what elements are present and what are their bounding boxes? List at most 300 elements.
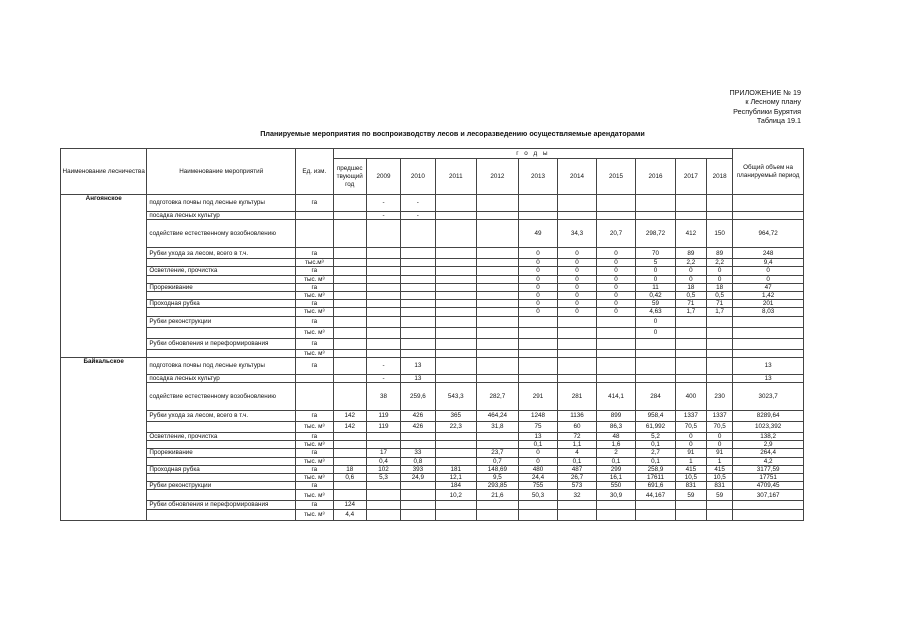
value-cell: 1337 [707, 411, 733, 422]
value-cell: 70,5 [707, 422, 733, 433]
table-row [61, 490, 804, 501]
value-cell: 543,3 [435, 383, 477, 411]
unit-cell: га [296, 316, 333, 327]
value-cell: 1,1 [558, 441, 596, 449]
activity-label [147, 275, 296, 283]
total-cell: 964,72 [733, 220, 804, 248]
value-cell: 18 [333, 465, 366, 473]
value-cell: 24,9 [401, 474, 435, 482]
value-cell [401, 338, 435, 349]
value-cell [366, 316, 400, 327]
value-cell [518, 212, 558, 220]
value-cell: 0 [636, 275, 676, 283]
value-cell: 59 [636, 300, 676, 308]
value-cell [401, 349, 435, 357]
value-cell [333, 300, 366, 308]
value-cell [558, 509, 596, 520]
value-cell: 5,2 [636, 433, 676, 441]
value-cell: 124 [333, 501, 366, 509]
value-cell: 142 [333, 422, 366, 433]
value-cell: 1248 [518, 411, 558, 422]
value-cell [435, 449, 477, 457]
value-cell [366, 300, 400, 308]
value-cell: 72 [558, 433, 596, 441]
table-row [61, 441, 804, 449]
total-cell: 3023,7 [733, 383, 804, 411]
value-cell [675, 509, 706, 520]
value-cell [401, 259, 435, 267]
value-cell: 17 [366, 449, 400, 457]
value-cell: 119 [366, 411, 400, 422]
value-cell: 38 [366, 383, 400, 411]
value-cell [707, 338, 733, 349]
value-cell: 293,85 [477, 482, 519, 490]
value-cell [435, 195, 477, 212]
col-year-2013: 2013 [518, 159, 558, 195]
value-cell: 1,7 [675, 308, 706, 316]
value-cell: 26,7 [558, 474, 596, 482]
col-activity: Наименование мероприятий [147, 149, 296, 195]
activity-label: Рубки ухода за лесом, всего в т.ч. [147, 411, 296, 422]
value-cell: 831 [675, 482, 706, 490]
value-cell [707, 374, 733, 382]
value-cell [477, 501, 519, 509]
table-row [61, 212, 804, 220]
value-cell [477, 248, 519, 259]
value-cell: 18 [707, 283, 733, 291]
total-cell: 1,42 [733, 292, 804, 300]
value-cell [366, 283, 400, 291]
value-cell [636, 195, 676, 212]
table-row [61, 411, 804, 422]
value-cell: 50,3 [518, 490, 558, 501]
value-cell [675, 501, 706, 509]
value-cell: 0 [558, 275, 596, 283]
value-cell: 0,1 [636, 457, 676, 465]
table-row [61, 283, 804, 291]
table-body [61, 195, 804, 521]
value-cell: 282,7 [477, 383, 519, 411]
value-cell [333, 308, 366, 316]
appendix-region: Республики Бурятия [733, 106, 801, 116]
table-row [61, 422, 804, 433]
unit-cell: га [296, 338, 333, 349]
value-cell: 0 [636, 316, 676, 327]
unit-cell: тыс. м³ [296, 457, 333, 465]
value-cell: 0 [558, 300, 596, 308]
value-cell: 0 [596, 283, 636, 291]
col-year-2011: 2011 [435, 159, 477, 195]
value-cell: 119 [366, 422, 400, 433]
total-cell: 13 [733, 374, 804, 382]
total-cell [733, 338, 804, 349]
value-cell [401, 220, 435, 248]
value-cell [401, 300, 435, 308]
value-cell: 12,1 [435, 474, 477, 482]
value-cell [401, 292, 435, 300]
value-cell [558, 374, 596, 382]
value-cell [707, 501, 733, 509]
value-cell: 0 [707, 267, 733, 275]
value-cell [518, 509, 558, 520]
value-cell [435, 275, 477, 283]
total-cell: 264,4 [733, 449, 804, 457]
total-cell: 8289,64 [733, 411, 804, 422]
unit-cell: тыс. м³ [296, 490, 333, 501]
activity-label [147, 457, 296, 465]
value-cell: 4,4 [333, 509, 366, 520]
col-year-2015: 2015 [596, 159, 636, 195]
value-cell: 20,7 [596, 220, 636, 248]
total-cell: 4,2 [733, 457, 804, 465]
col-year-2009: 2009 [366, 159, 400, 195]
value-cell [435, 441, 477, 449]
value-cell [366, 220, 400, 248]
value-cell: 0 [596, 308, 636, 316]
value-cell [401, 501, 435, 509]
table-row [61, 449, 804, 457]
table-row [61, 220, 804, 248]
forestry-name: Ангоянское [61, 195, 147, 358]
value-cell: 31,8 [477, 422, 519, 433]
unit-cell: тыс. м³ [296, 349, 333, 357]
col-prev-year: предшес твующий год [333, 159, 366, 195]
value-cell [477, 267, 519, 275]
value-cell [435, 509, 477, 520]
total-cell [733, 349, 804, 357]
total-cell: 2,9 [733, 441, 804, 449]
value-cell [636, 349, 676, 357]
activity-label: Рубки обновления и переформирования [147, 338, 296, 349]
value-cell: 412 [675, 220, 706, 248]
value-cell [435, 501, 477, 509]
value-cell [477, 327, 519, 338]
value-cell [435, 327, 477, 338]
table-row [61, 357, 804, 374]
value-cell: 0 [707, 275, 733, 283]
value-cell: 298,72 [636, 220, 676, 248]
value-cell: 258,9 [636, 465, 676, 473]
value-cell: 1337 [675, 411, 706, 422]
value-cell [596, 357, 636, 374]
value-cell: 0 [518, 283, 558, 291]
value-cell [435, 374, 477, 382]
value-cell: 9,5 [477, 474, 519, 482]
value-cell: 0 [518, 300, 558, 308]
total-cell [733, 316, 804, 327]
value-cell: 13 [401, 374, 435, 382]
value-cell [435, 300, 477, 308]
value-cell: 550 [596, 482, 636, 490]
value-cell: 0,42 [636, 292, 676, 300]
value-cell [333, 248, 366, 259]
value-cell [675, 212, 706, 220]
value-cell: 0 [707, 433, 733, 441]
activity-label: подготовка почвы под лесные культуры [147, 357, 296, 374]
value-cell: 0 [558, 283, 596, 291]
value-cell [707, 349, 733, 357]
value-cell: 150 [707, 220, 733, 248]
unit-cell: тыс. м³ [296, 308, 333, 316]
value-cell [333, 195, 366, 212]
unit-cell: га [296, 501, 333, 509]
activity-label [147, 292, 296, 300]
value-cell [636, 212, 676, 220]
value-cell [435, 457, 477, 465]
activity-label: Рубки реконструкции [147, 316, 296, 327]
unit-cell: га [296, 433, 333, 441]
value-cell: 75 [518, 422, 558, 433]
value-cell: 34,3 [558, 220, 596, 248]
activity-label [147, 422, 296, 433]
value-cell: 18 [675, 283, 706, 291]
value-cell [366, 308, 400, 316]
value-cell: 480 [518, 465, 558, 473]
value-cell [435, 316, 477, 327]
value-cell [707, 212, 733, 220]
value-cell [435, 248, 477, 259]
value-cell: - [401, 212, 435, 220]
value-cell [558, 357, 596, 374]
unit-cell: га [296, 267, 333, 275]
activity-label: посадка лесных культур [147, 374, 296, 382]
value-cell [675, 357, 706, 374]
value-cell: 284 [636, 383, 676, 411]
value-cell [518, 195, 558, 212]
value-cell: 61,992 [636, 422, 676, 433]
value-cell [401, 267, 435, 275]
table-row [61, 482, 804, 490]
value-cell: 0 [558, 248, 596, 259]
value-cell: 89 [675, 248, 706, 259]
unit-cell: тыс. м³ [296, 275, 333, 283]
value-cell [675, 195, 706, 212]
total-cell: 201 [733, 300, 804, 308]
value-cell [477, 292, 519, 300]
value-cell [401, 509, 435, 520]
unit-cell: га [296, 195, 333, 212]
value-cell: 831 [707, 482, 733, 490]
table-row [61, 383, 804, 411]
value-cell [435, 212, 477, 220]
value-cell: - [366, 357, 400, 374]
value-cell: 487 [558, 465, 596, 473]
value-cell [435, 220, 477, 248]
value-cell: 0 [558, 292, 596, 300]
value-cell: 30,9 [596, 490, 636, 501]
col-year-2014: 2014 [558, 159, 596, 195]
value-cell [333, 220, 366, 248]
table-row [61, 374, 804, 382]
value-cell [333, 441, 366, 449]
value-cell [675, 316, 706, 327]
value-cell: 0 [518, 259, 558, 267]
col-total: Общий объем на планируемый период [733, 149, 804, 195]
value-cell: 426 [401, 411, 435, 422]
value-cell: 181 [435, 465, 477, 473]
value-cell: 0 [558, 259, 596, 267]
table-row [61, 509, 804, 520]
value-cell [596, 338, 636, 349]
value-cell: - [366, 195, 400, 212]
value-cell: 1,6 [596, 441, 636, 449]
value-cell [401, 275, 435, 283]
activities-table [60, 148, 804, 521]
activity-label: посадка лесных культур [147, 212, 296, 220]
value-cell [477, 308, 519, 316]
value-cell [636, 338, 676, 349]
value-cell: 0 [636, 267, 676, 275]
value-cell [558, 349, 596, 357]
value-cell: 1136 [558, 411, 596, 422]
value-cell [435, 308, 477, 316]
value-cell: 23,7 [477, 449, 519, 457]
value-cell [675, 327, 706, 338]
activity-label: содействие естественному возобновлению [147, 383, 296, 411]
value-cell [477, 195, 519, 212]
value-cell [401, 490, 435, 501]
value-cell: 0 [558, 267, 596, 275]
total-cell: 307,167 [733, 490, 804, 501]
value-cell: 148,69 [477, 465, 519, 473]
table-row [61, 300, 804, 308]
value-cell [518, 327, 558, 338]
value-cell: 0 [518, 457, 558, 465]
activity-label: Рубки обновления и переформирования [147, 501, 296, 509]
value-cell [366, 248, 400, 259]
value-cell [333, 275, 366, 283]
value-cell [558, 316, 596, 327]
value-cell [333, 449, 366, 457]
value-cell: - [401, 195, 435, 212]
activity-label [147, 327, 296, 338]
value-cell: 5 [636, 259, 676, 267]
value-cell: 91 [675, 449, 706, 457]
value-cell [558, 327, 596, 338]
value-cell [366, 327, 400, 338]
total-cell: 138,2 [733, 433, 804, 441]
unit-cell: тыс. м³ [296, 292, 333, 300]
value-cell: 230 [707, 383, 733, 411]
value-cell [558, 338, 596, 349]
table-row [61, 501, 804, 509]
value-cell: 0 [596, 248, 636, 259]
value-cell [401, 283, 435, 291]
value-cell [477, 357, 519, 374]
value-cell [366, 292, 400, 300]
value-cell: 0 [518, 275, 558, 283]
value-cell: 24,4 [518, 474, 558, 482]
value-cell: 71 [675, 300, 706, 308]
value-cell: 0 [707, 441, 733, 449]
value-cell: 0,1 [636, 441, 676, 449]
value-cell: 59 [707, 490, 733, 501]
value-cell [636, 374, 676, 382]
value-cell: 0 [518, 449, 558, 457]
value-cell: 1 [675, 457, 706, 465]
value-cell: 11 [636, 283, 676, 291]
value-cell: 365 [435, 411, 477, 422]
value-cell: 0,5 [675, 292, 706, 300]
activity-label [147, 490, 296, 501]
total-cell [733, 212, 804, 220]
value-cell: 33 [401, 449, 435, 457]
value-cell: 32 [558, 490, 596, 501]
unit-cell: га [296, 357, 333, 374]
total-cell: 13 [733, 357, 804, 374]
value-cell [333, 212, 366, 220]
table-row [61, 457, 804, 465]
value-cell: 184 [435, 482, 477, 490]
table-row [61, 338, 804, 349]
total-cell [733, 327, 804, 338]
value-cell [707, 327, 733, 338]
value-cell: 0,1 [558, 457, 596, 465]
value-cell: 0 [518, 267, 558, 275]
value-cell: 0 [636, 327, 676, 338]
table-row [61, 465, 804, 473]
table-row [61, 308, 804, 316]
value-cell [518, 501, 558, 509]
activity-label: Рубки ухода за лесом, всего в т.ч. [147, 248, 296, 259]
value-cell [401, 316, 435, 327]
table-row [61, 474, 804, 482]
value-cell [401, 482, 435, 490]
activity-label [147, 509, 296, 520]
value-cell [596, 316, 636, 327]
value-cell [477, 441, 519, 449]
document-title: Планируемые мероприятия по воспроизводству лесов и лесоразведению осуществляемые арендаторами [260, 129, 645, 138]
activity-label: содействие естественному возобновлению [147, 220, 296, 248]
value-cell [518, 349, 558, 357]
appendix-ref: к Лесному плану [745, 97, 801, 107]
value-cell [366, 267, 400, 275]
value-cell: 281 [558, 383, 596, 411]
value-cell: 414,1 [596, 383, 636, 411]
value-cell: 71 [707, 300, 733, 308]
value-cell: 70 [636, 248, 676, 259]
col-year-2017: 2017 [675, 159, 706, 195]
col-year-2016: 2016 [636, 159, 676, 195]
value-cell: 0 [675, 441, 706, 449]
activity-label: Рубки реконструкции [147, 482, 296, 490]
value-cell [435, 433, 477, 441]
activity-label: Осветление, прочистка [147, 267, 296, 275]
value-cell [333, 316, 366, 327]
value-cell: 0 [596, 300, 636, 308]
value-cell [477, 433, 519, 441]
value-cell: 0 [675, 267, 706, 275]
total-cell [733, 501, 804, 509]
value-cell: 0,1 [596, 457, 636, 465]
total-cell: 3177,59 [733, 465, 804, 473]
activity-label: Прореживание [147, 449, 296, 457]
activity-label [147, 259, 296, 267]
value-cell [558, 195, 596, 212]
value-cell [596, 195, 636, 212]
value-cell [333, 374, 366, 382]
unit-cell: га [296, 482, 333, 490]
activity-label: подготовка почвы под лесные культуры [147, 195, 296, 212]
value-cell: 1 [707, 457, 733, 465]
value-cell [636, 357, 676, 374]
activity-label [147, 308, 296, 316]
value-cell: 48 [596, 433, 636, 441]
total-cell: 4709,45 [733, 482, 804, 490]
total-cell [733, 195, 804, 212]
value-cell: 13 [518, 433, 558, 441]
value-cell [707, 195, 733, 212]
